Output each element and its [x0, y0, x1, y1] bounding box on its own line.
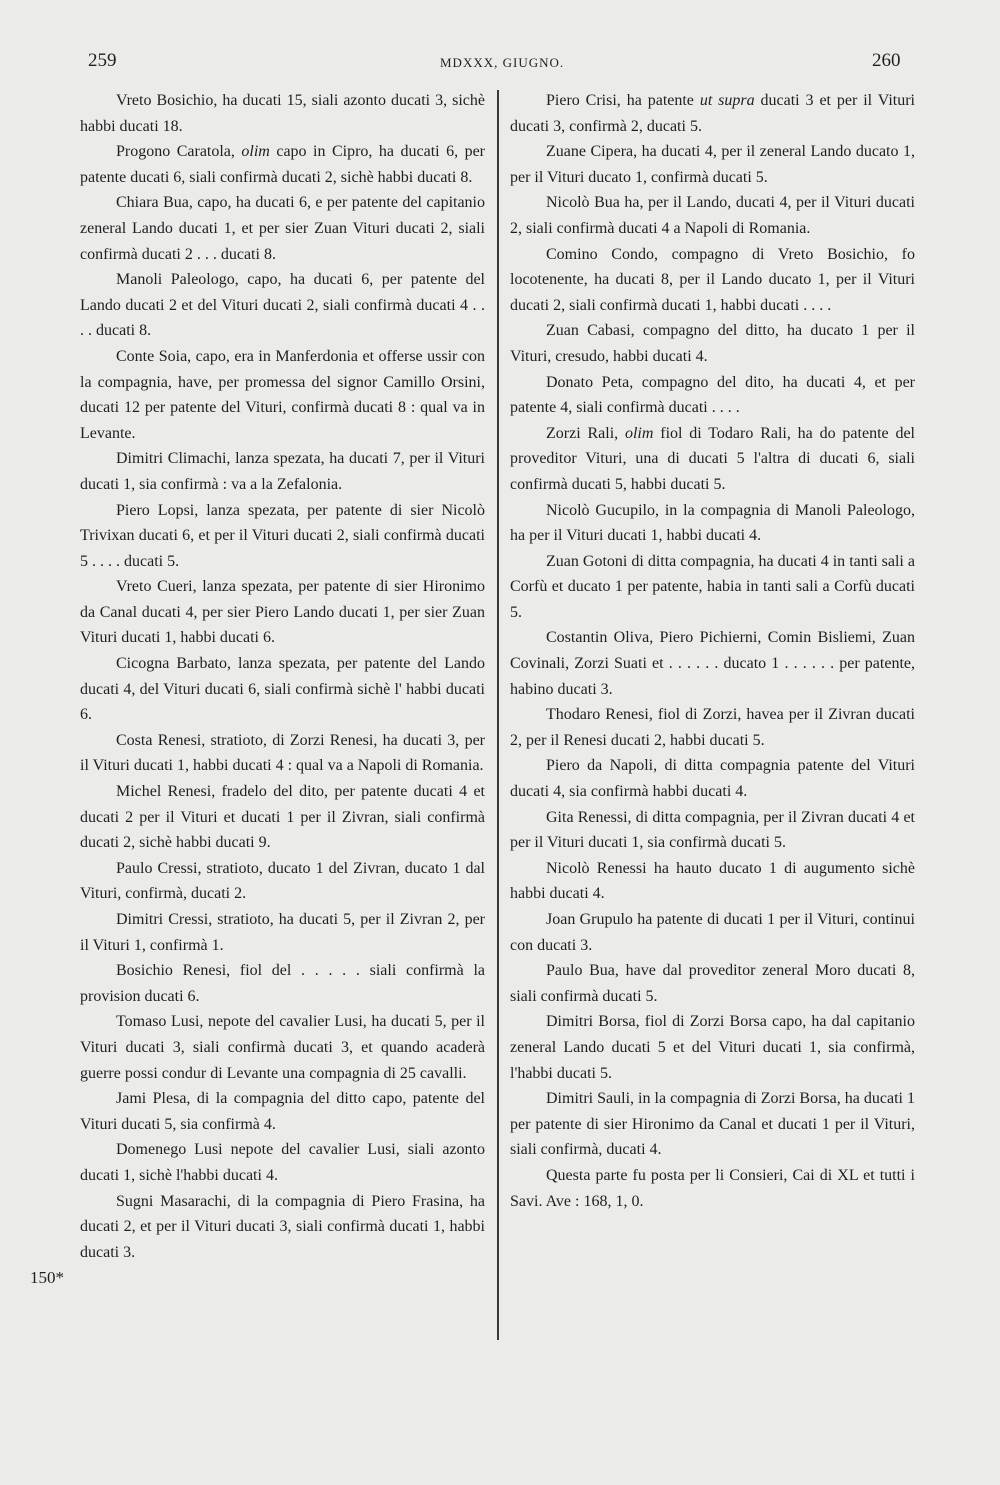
- paragraph: Joan Grupulo ha patente di ducati 1 per il Vituri, continui con ducati 3.: [510, 911, 915, 954]
- text-run: Piero Crisi, ha patente: [546, 92, 700, 109]
- paragraph: Tomaso Lusi, nepote del cavalier Lusi, ha ducati 5, per il Vituri ducati 3, siali confirmà ducati 3, et quando acaderà guerre possi condur di Levante una compagnia di 25 cavalli.: [80, 1013, 485, 1082]
- running-title: MDXXX, GIUGNO.: [440, 55, 565, 70]
- paragraph: Questa parte fu posta per li Consieri, Cai di XL et tutti i Savi. Ave : 168, 1, 0.: [510, 1166, 915, 1210]
- paragraph: Paulo Bua, have dal proveditor zeneral Moro ducati 8, siali confirmà ducati 5.: [510, 962, 915, 1005]
- text-run: ducati 3 et per il Vituri ducati 3, confirmà 2, ducati 5.: [510, 92, 915, 135]
- column-divider: [497, 90, 499, 1340]
- page-number-right: 260: [872, 50, 901, 71]
- paragraph: Zuane Cipera, ha ducati 4, per il zeneral Lando ducato 1, per il Vituri ducato 1, confirmà ducati 5.: [510, 143, 915, 186]
- page-number-left: 259: [88, 50, 117, 71]
- paragraph: Cicogna Barbato, lanza spezata, per patente del Lando ducati 4, del Vituri ducati 6, siali confirmà sichè l' habbi ducati 6.: [80, 655, 485, 724]
- paragraph: Vreto Cueri, lanza spezata, per patente di sier Hironimo da Canal ducati 4, per sier Piero Lando ducati 1, per sier Zuan Vituri ducati 1, habbi ducati 6.: [80, 578, 485, 647]
- paragraph: Donato Peta, compagno del dito, ha ducati 4, et per patente 4, siali confirmà ducati . . . .: [510, 373, 915, 417]
- paragraph: Costantin Oliva, Piero Pichierni, Comin Bisliemi, Zuan Covinali, Zorzi Suati et . . . . . . ducato 1 . . . . . . per patente, habino ducati 3.: [510, 629, 915, 698]
- text-run: fiol di Todaro Rali, ha do patente del proveditor Vituri, una di ducati 5 l'altra di ducati 6, siali confirmà ducati 5, habbi ducati 5.: [510, 424, 916, 493]
- paragraph: Conte Soia, capo, era in Manferdonia et offerse ussir con la compagnia, have, per promessa del signor Camillo Orsini, ducati 12 per patente del Vituri, confirmà ducati 8 : qual va in Levante.: [80, 347, 485, 442]
- paragraph: Dimitri Sauli, in la compagnia di Zorzi Borsa, ha ducati 1 per patente di sier Hironimo da Canal et ducati 1 per il Vituri, siali confirmà, ducati 4.: [510, 1090, 915, 1159]
- italic-term: olim: [624, 424, 654, 442]
- paragraph: Nicolò Gucupilo, in la compagnia di Manoli Paleologo, ha per il Vituri ducati 1, habbi ducati 4.: [510, 501, 915, 545]
- paragraph: Gita Renessi, di ditta compagnia, per il Zivran ducati 4 et per il Vituri ducati 1, sia confirmà ducati 5.: [510, 808, 915, 852]
- paragraph: Piero Lopsi, lanza spezata, per patente di sier Nicolò Trivixan ducati 6, et per il Vituri ducati 2, siali confirmà ducati 5 . . . . ducati 5.: [80, 501, 485, 570]
- paragraph: [510, 421, 915, 498]
- text-run: Zorzi Rali,: [546, 424, 625, 442]
- paragraph: Vreto Bosichio, ha ducati 15, siali azonto ducati 3, sichè habbi ducati 18.: [80, 92, 485, 135]
- paragraph: Zuan Gotoni di ditta compagnia, ha ducati 4 in tanti sali a Corfù et ducato 1 per patente, habia in tanti sali a Corfù ducati 5.: [510, 552, 915, 621]
- paragraph: Piero da Napoli, di ditta compagnia patente del Vituri ducati 4, sia confirmà habbi ducati 4.: [510, 757, 915, 801]
- paragraph: Nicolò Renessi ha hauto ducato 1 di augumento sichè habbi ducati 4.: [510, 859, 915, 903]
- paragraph: Comino Condo, compagno di Vreto Bosichio, fo locotenente, ha ducati 8, per il Lando ducato 1, per il Vituri ducati 2, siali confirmà ducati 1, habbi ducati . . . .: [510, 245, 915, 314]
- margin-note: 150*: [30, 1268, 64, 1287]
- paragraph: Paulo Cressi, stratioto, ducato 1 del Zivran, ducato 1 dal Vituri, confirmà, ducati 2.: [80, 859, 485, 903]
- paragraph: Sugni Masarachi, di la compagnia di Piero Frasina, ha ducati 2, et per il Vituri ducati 3, siali confirmà ducati 1, habbi ducati 3.: [80, 1192, 485, 1261]
- right-column: [510, 88, 915, 1214]
- paragraph: Michel Renesi, fradelo del dito, per patente ducati 4 et ducati 2 per il Vituri et ducati 1 per il Zivran, siali confirmà ducati 2, sichè habbi ducati 9.: [80, 783, 485, 852]
- paragraph: Zuan Cabasi, compagno del ditto, ha ducato 1 per il Vituri, cresudo, habbi ducati 4.: [510, 322, 915, 365]
- paragraph: Bosichio Renesi, fiol del . . . . . siali confirmà la provision ducati 6.: [80, 962, 485, 1005]
- left-column: [80, 88, 485, 1265]
- paragraph: Dimitri Cressi, stratioto, ha ducati 5, per il Zivran 2, per il Vituri 1, confirmà 1.: [80, 911, 485, 954]
- paragraph: Thodaro Renesi, fiol di Zorzi, havea per il Zivran ducati 2, per il Renesi ducati 2, habbi ducati 5.: [510, 706, 915, 749]
- paragraph: [80, 139, 485, 190]
- italic-term: olim: [241, 143, 270, 161]
- paragraph: Costa Renesi, stratioto, di Zorzi Renesi, ha ducati 3, per il Vituri ducati 1, habbi ducati 4 : qual va a Napoli di Romania.: [80, 731, 485, 775]
- paragraph: [510, 88, 915, 139]
- paragraph: Nicolò Bua ha, per il Lando, ducati 4, per il Vituri ducati 2, siali confirmà ducati 4 a Napoli di Romania.: [510, 194, 915, 237]
- text-run: Progono Caratola,: [116, 143, 242, 161]
- paragraph: Domenego Lusi nepote del cavalier Lusi, siali azonto ducati 1, sichè l'habbi ducati 4.: [80, 1141, 485, 1184]
- paragraph: Dimitri Climachi, lanza spezata, ha ducati 7, per il Vituri ducati 1, sia confirmà : va a la Zefalonia.: [80, 450, 485, 493]
- paragraph: Dimitri Borsa, fiol di Zorzi Borsa capo, ha dal capitanio zeneral Lando ducati 5 et del Vituri ducati 1, sia confirmà, l'habbi ducati 5.: [510, 1013, 915, 1082]
- paragraph: Jami Plesa, di la compagnia del ditto capo, patente del Vituri ducati 5, sia confirmà 4.: [80, 1090, 485, 1133]
- paragraph: Chiara Bua, capo, ha ducati 6, e per patente del capitanio zeneral Lando ducati 1, et per sier Zuan Vituri ducati 2, siali confirmà ducati 2 . . . ducati 8.: [80, 194, 485, 263]
- paragraph: Manoli Paleologo, capo, ha ducati 6, per patente del Lando ducati 2 et del Vituri ducati 2, siali confirmà ducati 4 . . . . ducati 8.: [80, 271, 485, 340]
- italic-term: ut supra: [699, 92, 755, 109]
- text-run: capo in Cipro, ha ducati 6, per patente ducati 6, siali confirmà ducati 2, sichè habbi ducati 8.: [80, 143, 486, 186]
